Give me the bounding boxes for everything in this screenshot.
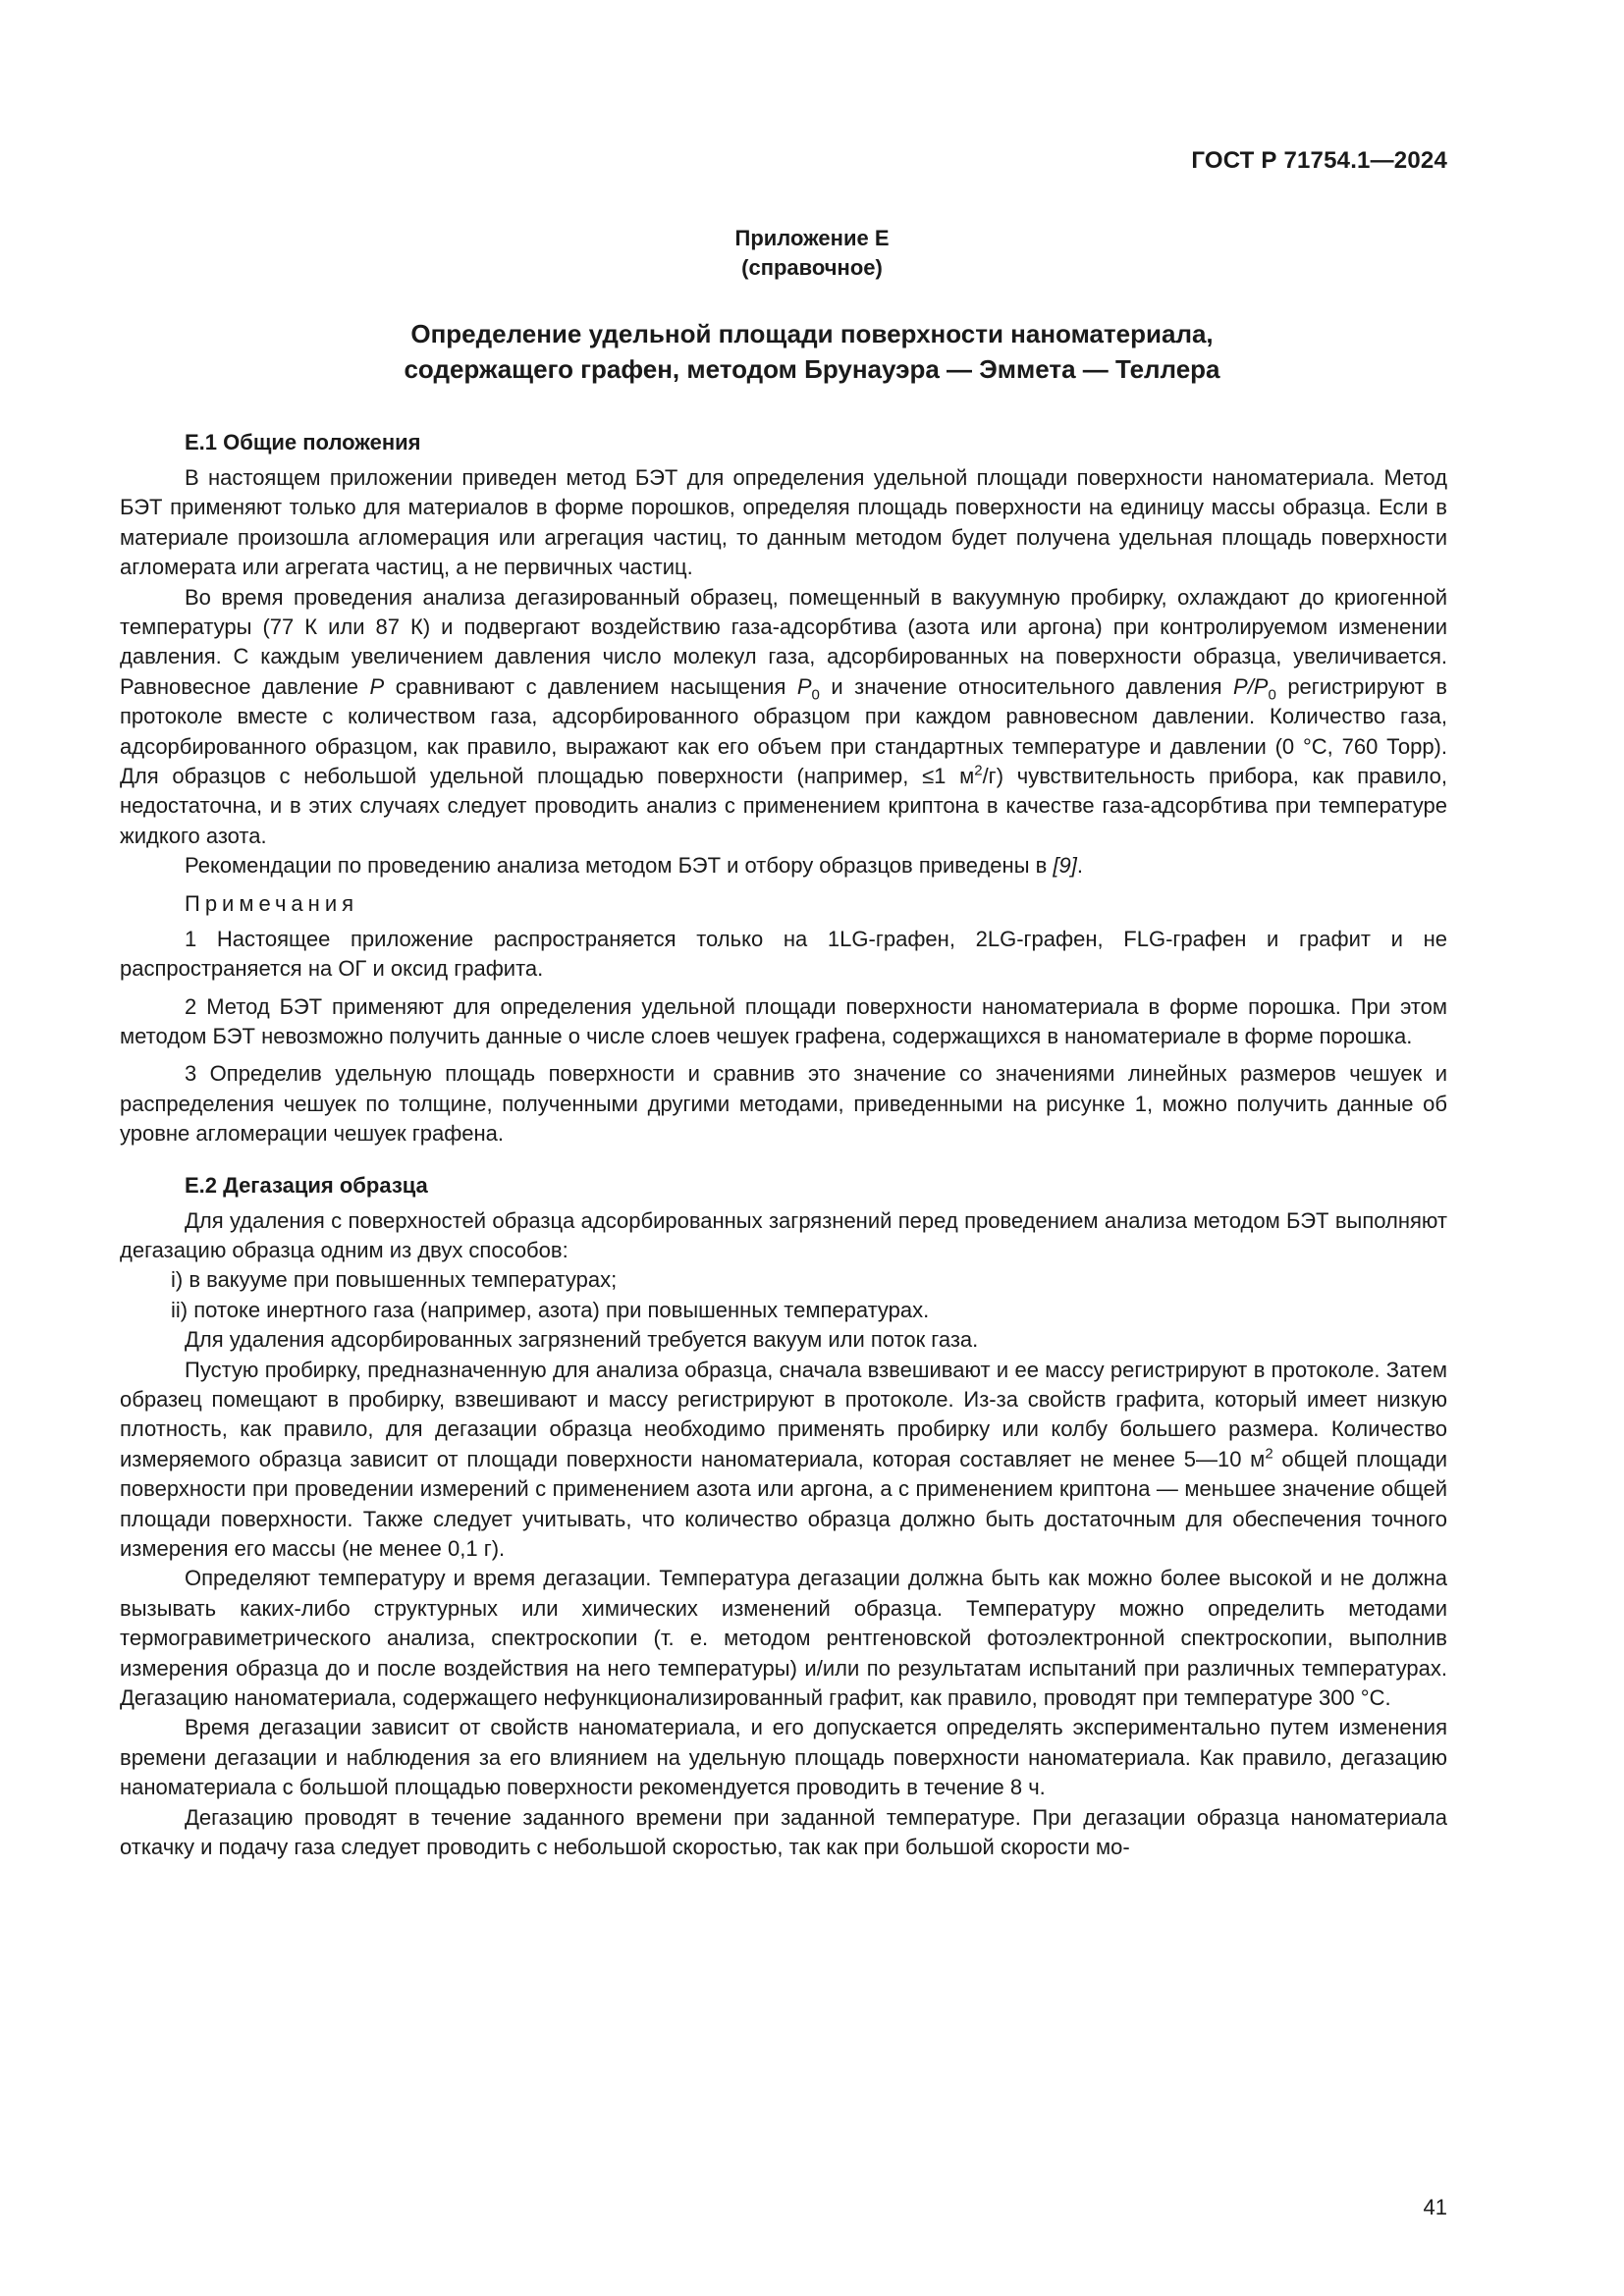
document-body — [120, 428, 1447, 1862]
variable-p: P — [369, 673, 385, 699]
annex-label: Приложение Е — [734, 226, 890, 250]
paragraph: Для удаления с поверхностей образца адсорбированных загрязнений перед проведением анализа методом БЭТ выполняют дегазацию образца одним из двух способов: — [120, 1207, 1447, 1262]
reference-link: [9] — [1053, 853, 1077, 879]
annex-heading — [0, 224, 1624, 283]
section-heading-e1: Е.1 Общие положения — [185, 430, 421, 454]
paragraph: Пустую пробирку, предназначенную для анализа образца, сначала взвешивают и ее массу регистрируют в протоколе. Затем образец помещают в пробирку, взвешивают и массу регистрируют в протоколе. Из-за свойств графита, который имеет низкую плотность, как правило, для дегазации образца необходимо применять пробирку или колбу большего размера. Количество измеряемого образца зависит от площади поверхности наноматериала, которая составляет не менее 5—10 $м^2$ общей площади поверхности при проведении измерений с применением азота или аргона, а с применением криптона — меньшее значение общей площади поверхности. Также следует учитывать, что количество образца должно быть достаточным для обеспечения точного измерения его массы (не менее 0,1 г). — [120, 1357, 1447, 1561]
list-item: i) в вакууме при повышенных температурах; — [171, 1267, 618, 1293]
paragraph: В настоящем приложении приведен метод БЭТ для определения удельной площади поверхности наноматериала. Метод БЭТ применяют только для материалов в форме порошков, определяя площадь поверхности на единицу массы образца. Если в материале произошла агломерация или агрегация частиц, то данным методом будет получена удельная площадь поверхности агломерата или агрегата частиц, а не первичных частиц. — [120, 465, 1447, 580]
page-number: 41 — [1423, 2195, 1447, 2219]
paragraph: Определяют температуру и время дегазации. Температура дегазации должна быть как можно более высокой и не должна вызывать каких-либо структурных или химических изменений образца. Температуру можно определить методами термогравиметрического анализа, спектроскопии (т. е. методом рентгеновской фотоэлектронной спектроскопии, выполнив измерения образца до и после воздействия на него температуры) и/или по результатам испытаний при различных температурах. Дегазацию наноматериала, содержащего нефункционализированный графит, как правило, проводят при температуре 300 °С. — [120, 1566, 1447, 1711]
note-2: 2 Метод БЭТ применяют для определения удельной площади поверхности наноматериала в форме порошка. При этом методом БЭТ невозможно получить данные о числе слоев чешуек графена, содержащихся в наноматериале в форме порошка. — [120, 993, 1447, 1048]
paragraph: Для удаления адсорбированных загрязнений требуется вакуум или поток газа. — [185, 1327, 979, 1353]
paragraph: Рекомендации по проведению анализа методом БЭТ и отбору образцов приведены в [9]. — [185, 853, 1084, 879]
document-title — [0, 316, 1624, 387]
note-3: 3 Определив удельную площадь поверхности и сравнив это значение со значениями линейных размеров чешуек и распределения чешуек по толщине, полученными другими методами, приведенными на рисунке 1, можно получить данные об уровне агломерации чешуек графена. — [120, 1061, 1447, 1147]
variable-p0: P — [796, 673, 812, 699]
paragraph: Время дегазации зависит от свойств наноматериала, и его допускается определять экспериментально путем изменения времени дегазации и наблюдения за его влиянием на удельную площадь поверхности наноматериала. Как правило, дегазацию наноматериала с большой площадью поверхности рекомендуется проводить в течение 8 ч. — [120, 1715, 1447, 1800]
list-item: ii) потоке инертного газа (например, азота) при повышенных температурах. — [171, 1297, 930, 1322]
variable-p-ratio: P/P — [1233, 673, 1269, 699]
title-line-2: содержащего графен, методом Брунауэра — Эммета — Теллера — [404, 354, 1220, 384]
annex-type: (справочное) — [741, 255, 883, 280]
note-1: 1 Настоящее приложение распространяется только на 1LG-графен, 2LG-графен, FLG-графен и графит и не распространяется на ОГ и оксид графита. — [120, 926, 1447, 982]
paragraph: Во время проведения анализа дегазированный образец, помещенный в вакуумную пробирку, охлаждают до криогенной температуры (77 К или 87 К) и подвергают воздействию газа-адсорбтива (азота или аргона) при контролируемом изменении давления. С каждым увеличением давления число молекул газа, адсорбированных на поверхности образца, увеличивается. Равновесное давление P сравнивают с давлением насыщения $P_0$ и значение относительного давления $P/P_0$ регистрируют в протоколе вместе с количеством газа, адсорбированного образцом при каждом равновесном давлении. Количество газа, адсорбированного образцом, как правило, выражают как его объем при стандартных температуре и давлении (0 °С, 760 Торр). Для образцов с небольшой удельной площадью поверхности (например, ≤1 $м^2/г$) чувствительность прибора, как правило, недостаточна, и в этих случаях следует проводить анализ с применением криптона в качестве газа-адсорбтива при температуре жидкого азота. — [120, 584, 1447, 848]
notes-heading: Примечания — [185, 890, 359, 916]
standard-code: ГОСТ Р 71754.1—2024 — [1191, 147, 1447, 174]
section-heading-e2: Е.2 Дегазация образца — [185, 1172, 428, 1198]
paragraph: Дегазацию проводят в течение заданного времени при заданной температуре. При дегазации образца наноматериала откачку и подачу газа следует проводить с небольшой скоростью, так как при большой скорости мо- — [120, 1804, 1447, 1860]
title-line-1: Определение удельной площади поверхности наноматериала, — [410, 319, 1214, 348]
